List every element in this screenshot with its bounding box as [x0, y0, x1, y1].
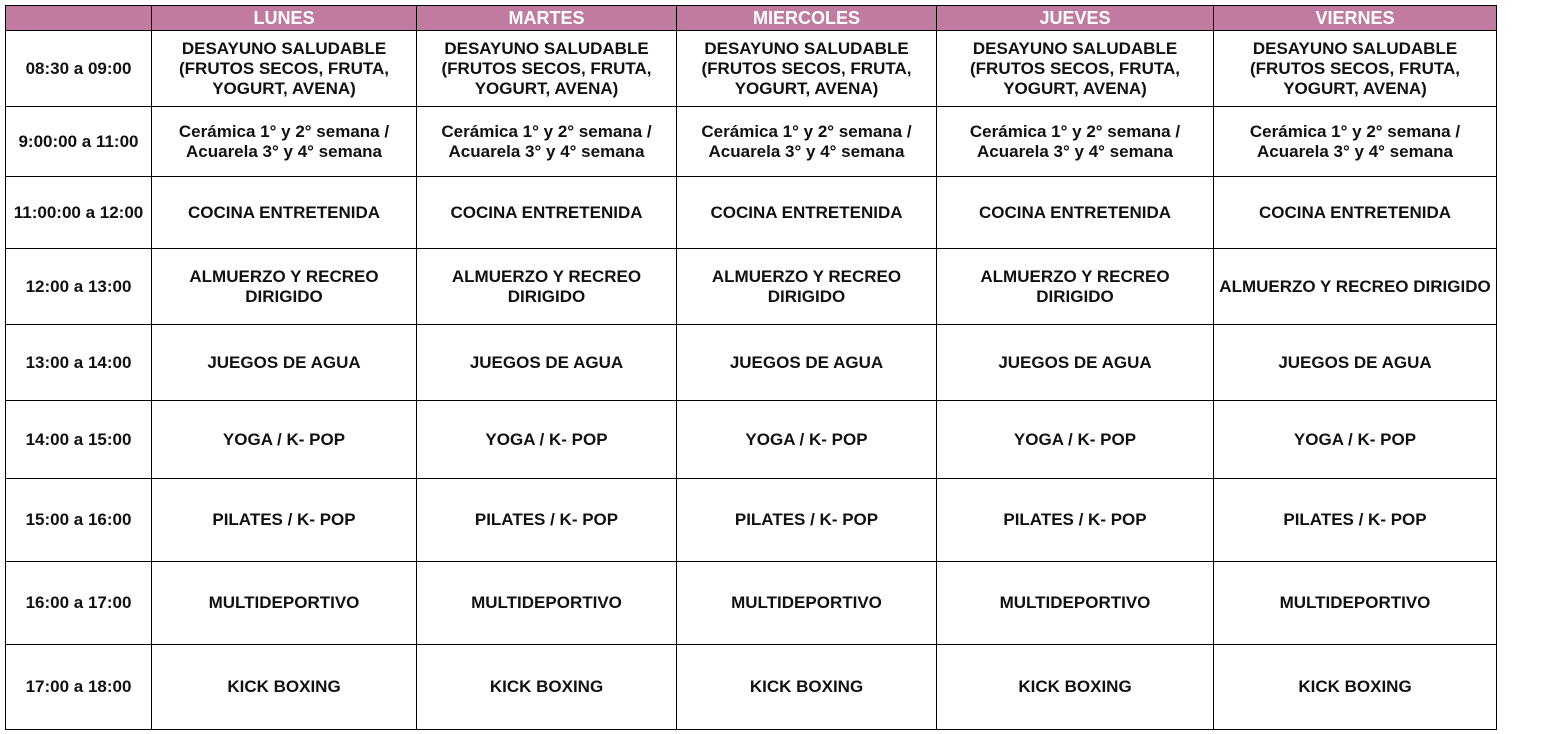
activity-cell: DESAYUNO SALUDABLE (FRUTOS SECOS, FRUTA, YOGURT, AVENA): [152, 31, 417, 107]
activity-cell: ALMUERZO Y RECREO DIRIGIDO: [937, 249, 1214, 325]
activity-cell: KICK BOXING: [937, 645, 1214, 730]
activity-cell: PILATES / K- POP: [677, 479, 937, 562]
time-slot-cell: 11:00:00 a 12:00: [6, 177, 152, 249]
activity-cell: Cerámica 1° y 2° semana / Acuarela 3° y 4° semana: [417, 107, 677, 177]
activity-cell: DESAYUNO SALUDABLE (FRUTOS SECOS, FRUTA, YOGURT, AVENA): [937, 31, 1214, 107]
activity-cell: YOGA / K- POP: [417, 401, 677, 479]
activity-cell: Cerámica 1° y 2° semana / Acuarela 3° y 4° semana: [1214, 107, 1497, 177]
activity-cell: KICK BOXING: [677, 645, 937, 730]
activity-cell: KICK BOXING: [152, 645, 417, 730]
table-row: [6, 249, 1497, 325]
day-header-viernes: VIERNES: [1214, 6, 1497, 31]
day-header-martes: MARTES: [417, 6, 677, 31]
table-row: [6, 107, 1497, 177]
activity-cell: ALMUERZO Y RECREO DIRIGIDO: [677, 249, 937, 325]
time-slot-cell: 9:00:00 a 11:00: [6, 107, 152, 177]
activity-cell: KICK BOXING: [417, 645, 677, 730]
activity-cell: MULTIDEPORTIVO: [937, 562, 1214, 645]
activity-cell: COCINA ENTRETENIDA: [937, 177, 1214, 249]
activity-cell: DESAYUNO SALUDABLE (FRUTOS SECOS, FRUTA, YOGURT, AVENA): [1214, 31, 1497, 107]
table-row: [6, 177, 1497, 249]
table-row: [6, 645, 1497, 730]
corner-cell: [6, 6, 152, 31]
activity-cell: MULTIDEPORTIVO: [1214, 562, 1497, 645]
activity-cell: YOGA / K- POP: [937, 401, 1214, 479]
table-row: [6, 401, 1497, 479]
time-slot-cell: 13:00 a 14:00: [6, 325, 152, 401]
activity-cell: COCINA ENTRETENIDA: [417, 177, 677, 249]
time-slot-cell: 08:30 a 09:00: [6, 31, 152, 107]
activity-cell: COCINA ENTRETENIDA: [677, 177, 937, 249]
activity-cell: COCINA ENTRETENIDA: [1214, 177, 1497, 249]
day-header-lunes: LUNES: [152, 6, 417, 31]
activity-cell: Cerámica 1° y 2° semana / Acuarela 3° y 4° semana: [152, 107, 417, 177]
activity-cell: MULTIDEPORTIVO: [417, 562, 677, 645]
activity-cell: PILATES / K- POP: [417, 479, 677, 562]
time-slot-cell: 14:00 a 15:00: [6, 401, 152, 479]
activity-cell: ALMUERZO Y RECREO DIRIGIDO: [417, 249, 677, 325]
activity-cell: PILATES / K- POP: [1214, 479, 1497, 562]
table-row: [6, 325, 1497, 401]
activity-cell: MULTIDEPORTIVO: [677, 562, 937, 645]
activity-cell: JUEGOS DE AGUA: [937, 325, 1214, 401]
schedule-table: [5, 5, 1497, 730]
time-slot-cell: 15:00 a 16:00: [6, 479, 152, 562]
activity-cell: PILATES / K- POP: [937, 479, 1214, 562]
activity-cell: ALMUERZO Y RECREO DIRIGIDO: [1214, 249, 1497, 325]
activity-cell: COCINA ENTRETENIDA: [152, 177, 417, 249]
activity-cell: PILATES / K- POP: [152, 479, 417, 562]
activity-cell: JUEGOS DE AGUA: [417, 325, 677, 401]
activity-cell: DESAYUNO SALUDABLE (FRUTOS SECOS, FRUTA, YOGURT, AVENA): [677, 31, 937, 107]
day-header-miercoles: MIERCOLES: [677, 6, 937, 31]
table-row: [6, 562, 1497, 645]
activity-cell: ALMUERZO Y RECREO DIRIGIDO: [152, 249, 417, 325]
activity-cell: YOGA / K- POP: [152, 401, 417, 479]
table-row: [6, 31, 1497, 107]
time-slot-cell: 17:00 a 18:00: [6, 645, 152, 730]
time-slot-cell: 12:00 a 13:00: [6, 249, 152, 325]
day-header-jueves: JUEVES: [937, 6, 1214, 31]
activity-cell: JUEGOS DE AGUA: [152, 325, 417, 401]
activity-cell: JUEGOS DE AGUA: [1214, 325, 1497, 401]
activity-cell: MULTIDEPORTIVO: [152, 562, 417, 645]
header-row: [6, 6, 1497, 31]
activity-cell: YOGA / K- POP: [677, 401, 937, 479]
time-slot-cell: 16:00 a 17:00: [6, 562, 152, 645]
activity-cell: JUEGOS DE AGUA: [677, 325, 937, 401]
table-row: [6, 479, 1497, 562]
activity-cell: DESAYUNO SALUDABLE (FRUTOS SECOS, FRUTA, YOGURT, AVENA): [417, 31, 677, 107]
activity-cell: Cerámica 1° y 2° semana / Acuarela 3° y 4° semana: [937, 107, 1214, 177]
activity-cell: YOGA / K- POP: [1214, 401, 1497, 479]
activity-cell: KICK BOXING: [1214, 645, 1497, 730]
activity-cell: Cerámica 1° y 2° semana / Acuarela 3° y 4° semana: [677, 107, 937, 177]
